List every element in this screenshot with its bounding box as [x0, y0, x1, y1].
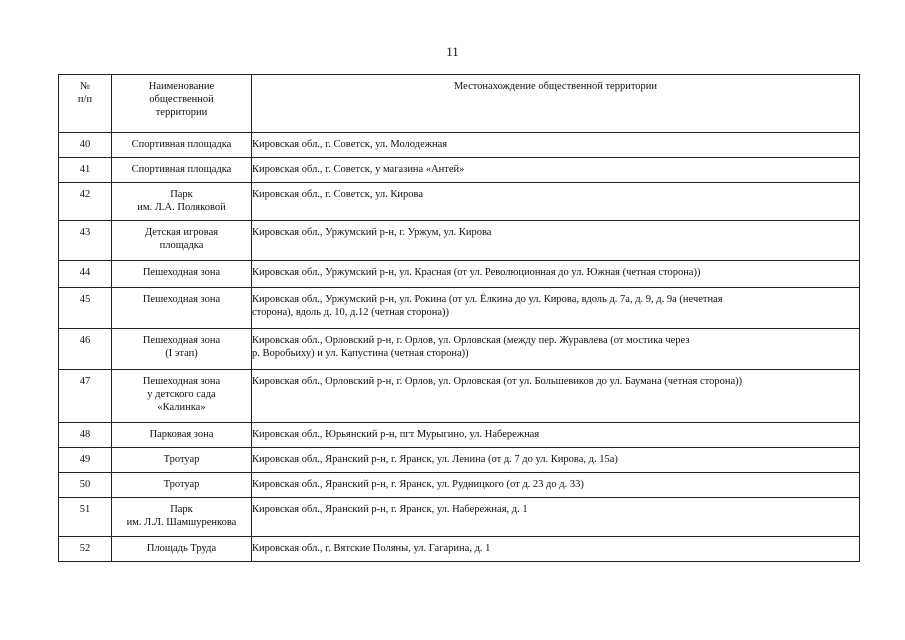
territory-location: Кировская обл., Уржумский р-н, ул. Рокина (от ул. Ёлкина до ул. Кирова, вдоль д. 7а, д. 9, д. 9а (нечетная сторона), вдоль д. 10, д.12 (четная сторона)) [252, 294, 723, 318]
row-number-cell [59, 498, 112, 537]
territory-location-cell [252, 473, 860, 498]
territory-name: Парк им. Л.Л. Шамшуренкова [126, 504, 237, 528]
table-row [59, 158, 860, 183]
territory-location-cell [252, 183, 860, 221]
row-number: 50 [79, 479, 91, 490]
territory-name-cell [112, 448, 252, 473]
row-number: 47 [79, 376, 91, 387]
territory-name-cell [112, 473, 252, 498]
territory-location-cell [252, 261, 860, 288]
table-row [59, 133, 860, 158]
territory-location-cell [252, 329, 860, 370]
territory-location-cell [252, 158, 860, 183]
territory-name: Парковая зона [149, 429, 214, 440]
territory-location: Кировская обл., Орловский р-н, г. Орлов, ул. Орловская (между пер. Журавлева (от мостика через р. Воробьиху) и ул. Капустина (четная сторона)) [252, 335, 690, 359]
territory-name-cell [112, 158, 252, 183]
territory-name-cell [112, 261, 252, 288]
territory-name: Пешеходная зона [142, 294, 221, 305]
territory-name: Пешеходная зона (I этап) [142, 335, 221, 359]
territory-name: Детская игровая площадка [144, 227, 219, 251]
table-row [59, 498, 860, 537]
territory-location: Кировская обл., г. Советск, у магазина «Антей» [252, 164, 465, 175]
territory-location: Кировская обл., Уржумский р-н, г. Уржум, ул. Кирова [252, 227, 492, 238]
territory-name: Тротуар [163, 454, 200, 465]
territory-name: Пешеходная зона у детского сада «Калинка» [142, 376, 221, 413]
row-number: 43 [79, 227, 91, 238]
territory-location: Кировская обл., Яранский р-н, г. Яранск, ул. Ленина (от д. 7 до ул. Кирова, д. 15а) [252, 454, 618, 465]
territory-location: Кировская обл., Яранский р-н, г. Яранск, ул. Набережная, д. 1 [252, 504, 528, 515]
row-number-cell [59, 261, 112, 288]
table-row [59, 288, 860, 329]
row-number-cell [59, 183, 112, 221]
territory-name-cell [112, 329, 252, 370]
page-number: 11 [446, 44, 459, 59]
table-row [59, 261, 860, 288]
row-number-cell [59, 158, 112, 183]
territory-location: Кировская обл., Яранский р-н, г. Яранск, ул. Рудницкого (от д. 23 до д. 33) [252, 479, 584, 490]
row-number: 51 [79, 504, 91, 515]
territory-location-cell [252, 498, 860, 537]
territory-name: Тротуар [163, 479, 200, 490]
territory-name-cell [112, 288, 252, 329]
territory-location-cell [252, 537, 860, 562]
header-territory-name: Наименование общественной территории [112, 75, 252, 133]
row-number-cell [59, 329, 112, 370]
row-number-cell [59, 448, 112, 473]
table-row [59, 423, 860, 448]
row-number-cell [59, 370, 112, 423]
territory-name-cell [112, 537, 252, 562]
territory-location-cell [252, 423, 860, 448]
territory-name-cell [112, 183, 252, 221]
row-number-cell [59, 423, 112, 448]
row-number: 42 [79, 189, 91, 200]
table-row [59, 183, 860, 221]
territory-name: Парк им. Л.А. Поляковой [137, 189, 226, 213]
header-territory-location: Местонахождение общественной территории [252, 75, 860, 133]
row-number: 52 [79, 543, 91, 554]
territory-location: Кировская обл., г. Советск, ул. Молодежная [252, 139, 448, 150]
territory-location-cell [252, 288, 860, 329]
table-row [59, 448, 860, 473]
territory-location: Кировская обл., г. Советск, ул. Кирова [252, 189, 423, 200]
territory-location-cell [252, 221, 860, 261]
row-number: 48 [79, 429, 91, 440]
territory-name: Пешеходная зона [142, 267, 221, 278]
territory-location: Кировская обл., Орловский р-н, г. Орлов, ул. Орловская (от ул. Большевиков до ул. Баумана (четная сторона)) [252, 376, 743, 387]
row-number: 45 [79, 294, 91, 305]
territory-location: Кировская обл., Юрьянский р-н, пгт Мурыгино, ул. Набережная [252, 429, 540, 440]
row-number-cell [59, 473, 112, 498]
table-row [59, 221, 860, 261]
row-number: 40 [79, 139, 91, 150]
territory-location: Кировская обл., г. Вятские Поляны, ул. Гагарина, д. 1 [252, 543, 491, 554]
territory-name-cell [112, 423, 252, 448]
territory-location-cell [252, 448, 860, 473]
table-body [59, 133, 860, 562]
territory-name-cell [112, 370, 252, 423]
row-number: 44 [79, 267, 91, 278]
row-number-cell [59, 133, 112, 158]
table-row [59, 473, 860, 498]
row-number-cell [59, 221, 112, 261]
header-number: № п/п [59, 75, 112, 133]
territory-name: Спортивная площадка [131, 139, 232, 150]
row-number: 49 [79, 454, 91, 465]
row-number: 46 [79, 335, 91, 346]
territory-location-cell [252, 370, 860, 423]
territory-name: Спортивная площадка [131, 164, 232, 175]
territory-name: Площадь Труда [146, 543, 217, 554]
territory-location-cell [252, 133, 860, 158]
row-number-cell [59, 537, 112, 562]
table-row [59, 329, 860, 370]
territory-location: Кировская обл., Уржумский р-н, ул. Красная (от ул. Революционная до ул. Южная (четная сторона)) [252, 267, 701, 278]
table-header-row [59, 75, 860, 133]
territory-name-cell [112, 133, 252, 158]
row-number: 41 [79, 164, 91, 175]
territories-table [58, 74, 860, 562]
territory-name-cell [112, 498, 252, 537]
territory-name-cell [112, 221, 252, 261]
row-number-cell [59, 288, 112, 329]
table-row [59, 370, 860, 423]
table-row [59, 537, 860, 562]
